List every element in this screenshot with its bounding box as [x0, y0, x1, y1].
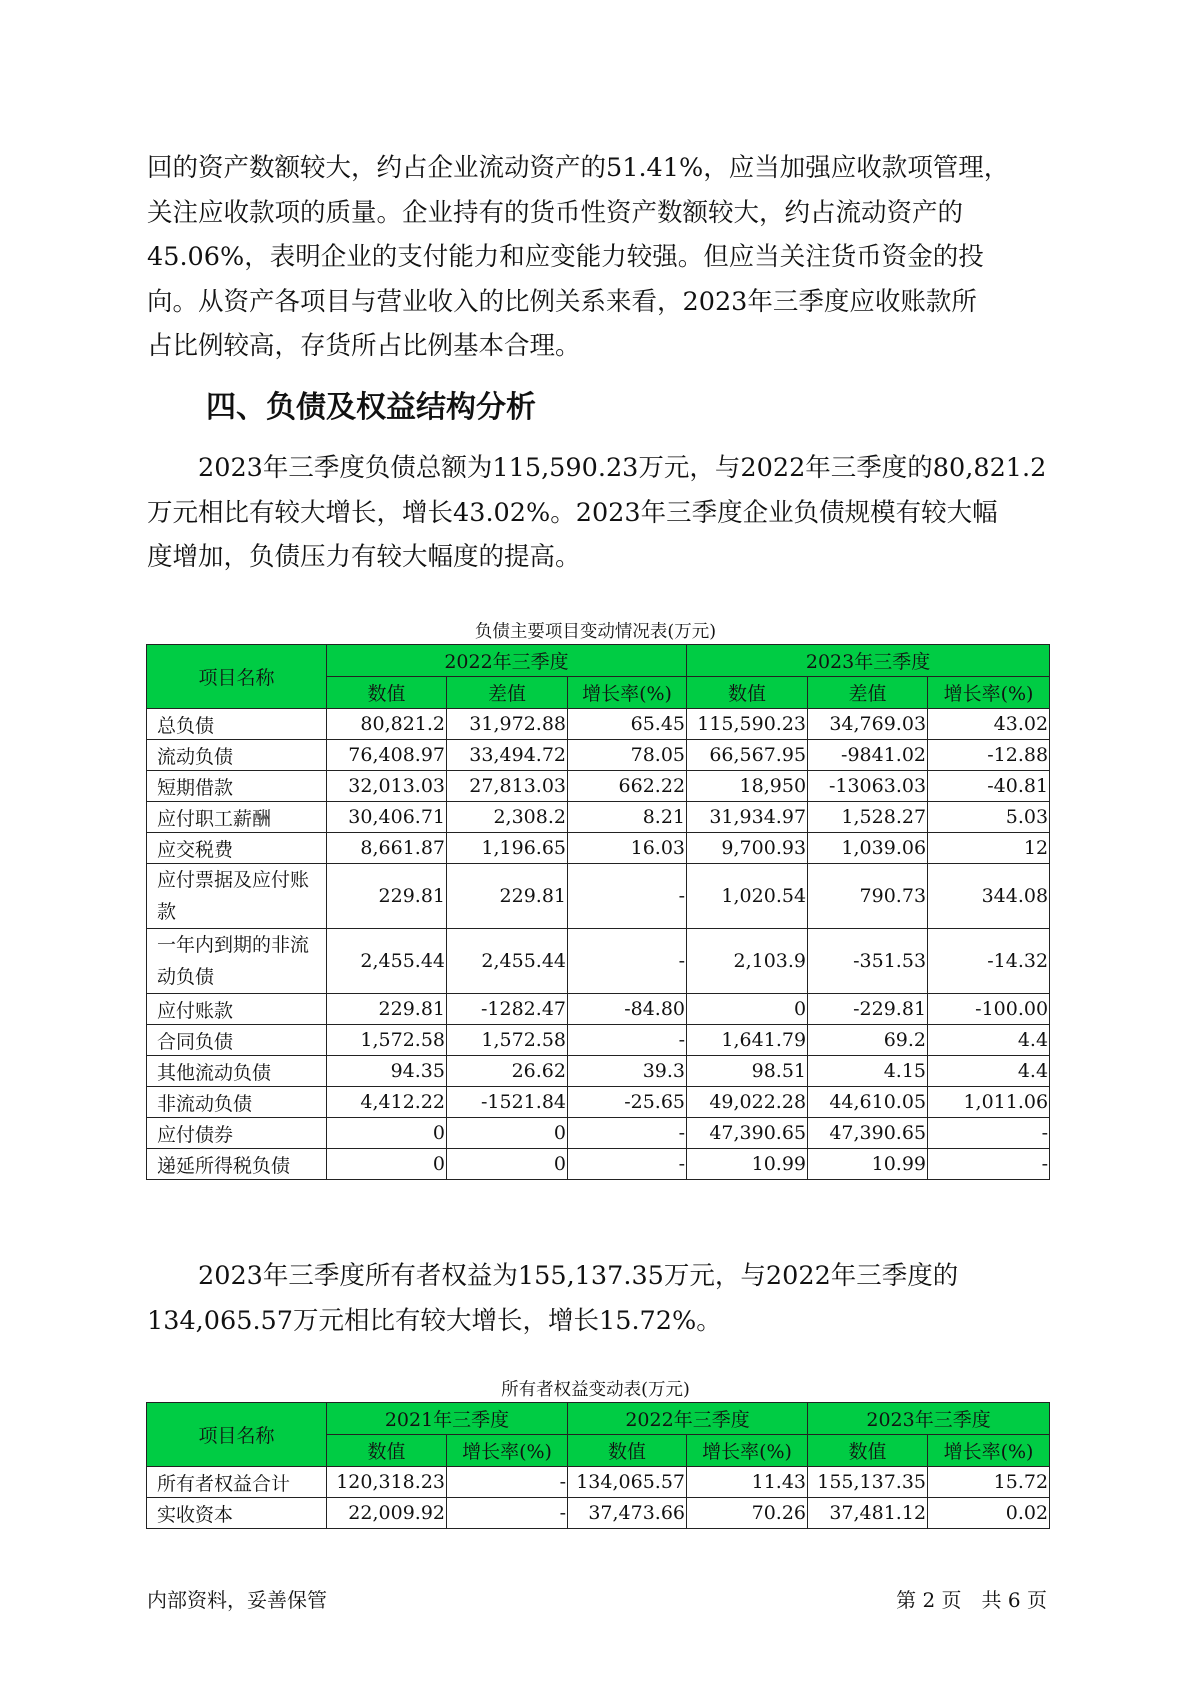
table-cell: 1,196.65 [447, 833, 568, 864]
row-label: 短期借款 [147, 771, 327, 802]
table-cell: 8.21 [568, 802, 687, 833]
table-row [147, 994, 1050, 1025]
liabilities-table-caption: 负债主要项目变动情况表(万元) [474, 622, 717, 642]
table-cell: 9,700.93 [687, 833, 808, 864]
table-cell: 27,813.03 [447, 771, 568, 802]
table-cell: 2,455.44 [447, 929, 568, 994]
table-cell: 43.02 [928, 709, 1050, 740]
row-label: 一年内到期的非流动负债 [147, 929, 327, 994]
column-subheader: 数值 [568, 1435, 687, 1467]
intro-line: 45.06%，表明企业的支付能力和应变能力较强。但应当关注货币资金的投 [147, 242, 984, 272]
period-group-header: 2021年三季度 [327, 1403, 568, 1435]
table-cell: 155,137.35 [808, 1467, 928, 1498]
table-cell: 30,406.71 [327, 802, 447, 833]
table-cell: 0 [327, 1149, 447, 1180]
intro-line: 向。从资产各项目与营业收入的比例关系来看，2023年三季度应收账款所 [147, 286, 977, 317]
table-row [147, 929, 1050, 994]
table-cell: 44,610.05 [808, 1087, 928, 1118]
table-cell: 662.22 [568, 771, 687, 802]
column-subheader: 增长率(%) [928, 1435, 1050, 1467]
table-cell: 229.81 [327, 994, 447, 1025]
row-label: 合同负债 [147, 1025, 327, 1056]
table-cell: - [568, 1149, 687, 1180]
table-cell: 12 [928, 833, 1050, 864]
table-cell: 0 [447, 1118, 568, 1149]
table-row [147, 1498, 1050, 1529]
table-cell: 0 [687, 994, 808, 1025]
table-cell: 10.99 [808, 1149, 928, 1180]
table-cell: 26.62 [447, 1056, 568, 1087]
table-cell: 76,408.97 [327, 740, 447, 771]
table-cell: -13063.03 [808, 771, 928, 802]
table-cell: 32,013.03 [327, 771, 447, 802]
equity-line: 134,065.57万元相比有较大增长，增长15.72%。 [147, 1305, 722, 1336]
table-cell: 0.02 [928, 1498, 1050, 1529]
table-row [147, 833, 1050, 864]
table-cell: 47,390.65 [808, 1118, 928, 1149]
column-subheader: 数值 [327, 1435, 447, 1467]
table-cell: 1,528.27 [808, 802, 928, 833]
equity-table [146, 1402, 1050, 1529]
column-subheader: 数值 [687, 677, 808, 709]
table-cell: - [568, 929, 687, 994]
table-cell: -100.00 [928, 994, 1050, 1025]
footer-confidential-note: 内部资料，妥善保管 [147, 1588, 327, 1612]
table-row [147, 1087, 1050, 1118]
table-row [147, 709, 1050, 740]
row-label: 应付票据及应付账款 [147, 864, 327, 929]
table-cell: 0 [327, 1118, 447, 1149]
table-cell: 22,009.92 [327, 1498, 447, 1529]
table-cell: 31,934.97 [687, 802, 808, 833]
table-row [147, 864, 1050, 929]
column-subheader: 数值 [808, 1435, 928, 1467]
table-row [147, 1056, 1050, 1087]
intro-line: 关注应收款项的质量。企业持有的货币性资产数额较大，约占流动资产的 [147, 197, 964, 228]
row-label: 非流动负债 [147, 1087, 327, 1118]
period-group-header: 2022年三季度 [568, 1403, 808, 1435]
table-cell: 70.26 [687, 1498, 808, 1529]
column-subheader: 数值 [327, 677, 447, 709]
table-cell: 15.72 [928, 1467, 1050, 1498]
table-cell: 1,011.06 [928, 1087, 1050, 1118]
table-cell: 1,039.06 [808, 833, 928, 864]
table-cell: 1,641.79 [687, 1025, 808, 1056]
table-cell: 1,572.58 [327, 1025, 447, 1056]
column-subheader: 增长率(%) [928, 677, 1050, 709]
liabilities-paragraph [147, 446, 1047, 580]
header-row [147, 645, 1050, 677]
table-cell: -9841.02 [808, 740, 928, 771]
intro-paragraph [147, 146, 1047, 369]
table-cell: -1282.47 [447, 994, 568, 1025]
table-cell: -229.81 [808, 994, 928, 1025]
table-cell: 47,390.65 [687, 1118, 808, 1149]
table-cell: - [928, 1149, 1050, 1180]
table-row [147, 740, 1050, 771]
table-cell: -40.81 [928, 771, 1050, 802]
row-label: 实收资本 [147, 1498, 327, 1529]
row-label: 应交税费 [147, 833, 327, 864]
table-cell: 1,020.54 [687, 864, 808, 929]
row-label: 总负债 [147, 709, 327, 740]
row-label: 所有者权益合计 [147, 1467, 327, 1498]
table-cell: - [447, 1498, 568, 1529]
table-cell: 120,318.23 [327, 1467, 447, 1498]
table-cell: 65.45 [568, 709, 687, 740]
table-cell: 18,950 [687, 771, 808, 802]
period-group-header: 2023年三季度 [808, 1403, 1050, 1435]
row-label: 应付债券 [147, 1118, 327, 1149]
name-column-header: 项目名称 [147, 1403, 327, 1467]
table-cell: 66,567.95 [687, 740, 808, 771]
row-label: 其他流动负债 [147, 1056, 327, 1087]
intro-line: 回的资产数额较大，约占企业流动资产的51.41%，应当加强应收款项管理， [147, 153, 1010, 183]
table-cell: 4.4 [928, 1056, 1050, 1087]
footer-page-number: 第 2 页 共 6 页 [896, 1588, 1047, 1612]
table-cell: 344.08 [928, 864, 1050, 929]
table-row [147, 1118, 1050, 1149]
table-cell: - [568, 1118, 687, 1149]
liabilities-line: 2023年三季度负债总额为115,590.23万元，与2022年三季度的80,821.2 [147, 453, 1047, 483]
table-cell: 2,455.44 [327, 929, 447, 994]
table-cell: 80,821.2 [327, 709, 447, 740]
table-cell: - [928, 1118, 1050, 1149]
table-row [147, 1025, 1050, 1056]
table-cell: 4.15 [808, 1056, 928, 1087]
row-label: 递延所得税负债 [147, 1149, 327, 1180]
row-label: 应付账款 [147, 994, 327, 1025]
table-cell: 2,103.9 [687, 929, 808, 994]
table-cell: -25.65 [568, 1087, 687, 1118]
equity-table-caption: 所有者权益变动表(万元) [501, 1380, 690, 1400]
table-cell: 0 [447, 1149, 568, 1180]
intro-line: 占比例较高，存货所占比例基本合理。 [147, 331, 581, 361]
table-cell: 69.2 [808, 1025, 928, 1056]
header-row [147, 1403, 1050, 1435]
table-cell: -14.32 [928, 929, 1050, 994]
table-cell: - [568, 1025, 687, 1056]
liabilities-table [146, 644, 1050, 1180]
table-cell: 229.81 [327, 864, 447, 929]
table-row [147, 802, 1050, 833]
table-cell: 33,494.72 [447, 740, 568, 771]
equity-line: 2023年三季度所有者权益为155,137.35万元，与2022年三季度的 [147, 1261, 959, 1291]
table-cell: 134,065.57 [568, 1467, 687, 1498]
table-cell: 37,473.66 [568, 1498, 687, 1529]
table-cell: 1,572.58 [447, 1025, 568, 1056]
table-cell: 11.43 [687, 1467, 808, 1498]
table-row [147, 771, 1050, 802]
table-cell: 2,308.2 [447, 802, 568, 833]
table-cell: - [447, 1467, 568, 1498]
table-cell: 229.81 [447, 864, 568, 929]
table-cell: 49,022.28 [687, 1087, 808, 1118]
liabilities-line: 万元相比有较大增长，增长43.02%。2023年三季度企业负债规模有较大幅 [147, 497, 998, 528]
table-cell: 5.03 [928, 802, 1050, 833]
table-cell: 4.4 [928, 1025, 1050, 1056]
table-cell: 8,661.87 [327, 833, 447, 864]
liabilities-line: 度增加，负债压力有较大幅度的提高。 [147, 542, 581, 572]
equity-paragraph [147, 1254, 1047, 1343]
table-cell: -84.80 [568, 994, 687, 1025]
table-row [147, 1467, 1050, 1498]
column-subheader: 增长率(%) [568, 677, 687, 709]
period-group-header: 2023年三季度 [687, 645, 1050, 677]
row-label: 流动负债 [147, 740, 327, 771]
table-cell: 98.51 [687, 1056, 808, 1087]
column-subheader: 差值 [447, 677, 568, 709]
table-cell: -1521.84 [447, 1087, 568, 1118]
table-row [147, 1149, 1050, 1180]
table-cell: 34,769.03 [808, 709, 928, 740]
table-cell: 10.99 [687, 1149, 808, 1180]
table-cell: 39.3 [568, 1056, 687, 1087]
table-cell: 790.73 [808, 864, 928, 929]
period-group-header: 2022年三季度 [327, 645, 687, 677]
table-cell: 115,590.23 [687, 709, 808, 740]
table-cell: - [568, 864, 687, 929]
table-cell: 78.05 [568, 740, 687, 771]
table-cell: -351.53 [808, 929, 928, 994]
column-subheader: 差值 [808, 677, 928, 709]
column-subheader: 增长率(%) [687, 1435, 808, 1467]
section-heading: 四、负债及权益结构分析 [206, 390, 536, 425]
table-cell: 37,481.12 [808, 1498, 928, 1529]
table-cell: 4,412.22 [327, 1087, 447, 1118]
name-column-header: 项目名称 [147, 645, 327, 709]
table-cell: 94.35 [327, 1056, 447, 1087]
row-label: 应付职工薪酬 [147, 802, 327, 833]
table-cell: 16.03 [568, 833, 687, 864]
column-subheader: 增长率(%) [447, 1435, 568, 1467]
table-cell: 31,972.88 [447, 709, 568, 740]
table-cell: -12.88 [928, 740, 1050, 771]
